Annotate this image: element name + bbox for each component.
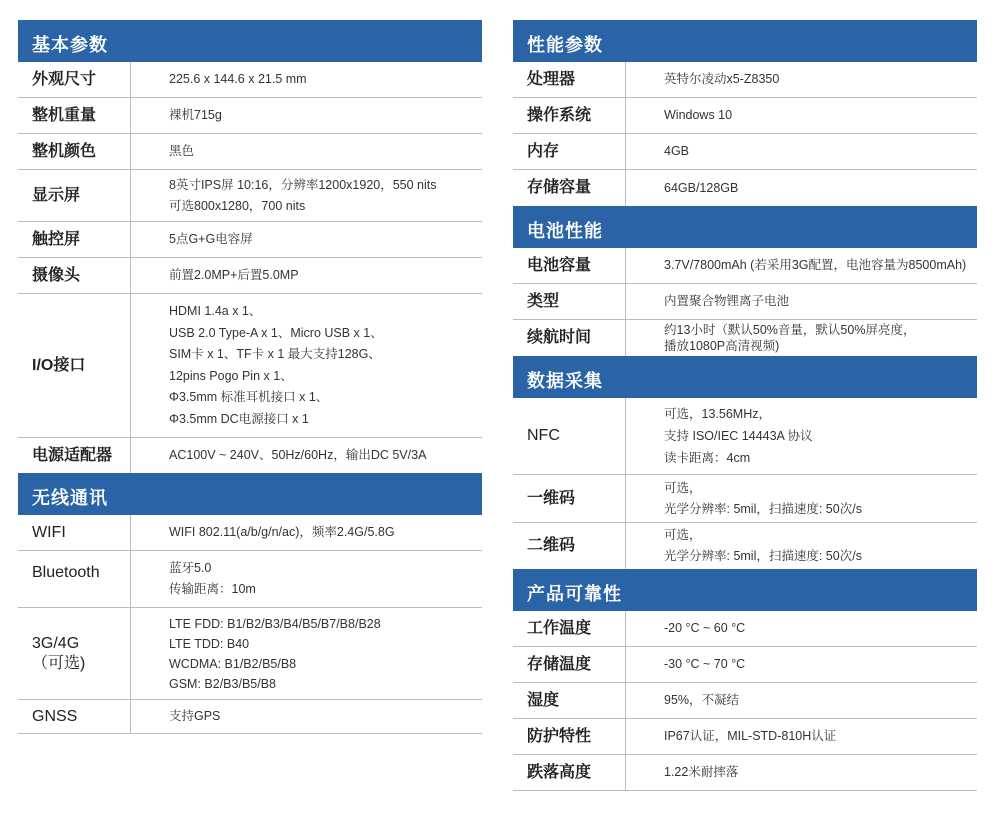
section-header-reliability: 产品可靠性 [513,569,977,611]
row-value: 约13小时（默认50%音量，默认50%屏亮度， 播放1080P高清视频) [664,323,916,353]
table-row [18,258,482,294]
table-row [18,515,482,551]
row-label: GNSS [18,700,131,733]
row-label: 存储容量 [513,170,626,206]
row-label: 内存 [513,134,626,169]
row-label: 二维码 [513,523,626,569]
table-row [18,700,482,734]
section-header-basic: 基本参数 [18,20,482,62]
row-label: Bluetooth [18,551,131,607]
row-label: 电源适配器 [18,438,131,473]
table-row [513,62,977,98]
row-value: 可选，13.56MHz， 支持 ISO/IEC 14443A 协议 读卡距离：4cm [664,407,813,465]
table-row [18,134,482,170]
table-row [513,719,977,755]
row-value: 4GB [664,144,690,158]
row-label: 整机重量 [18,98,131,133]
row-label: 显示屏 [18,170,131,221]
table-row [18,62,482,98]
row-value: 8英寸IPS屏 10:16，分辨率1200x1920，550 nits 可选800x1280，700 nits [169,177,437,213]
row-value: -20 °C ~ 60 °C [664,621,746,635]
row-value: LTE FDD: B1/B2/B3/B4/B5/B7/B8/B28 LTE TDD: B40 WCDMA: B1/B2/B5/B8 GSM: B2/B3/B5/B8 [169,616,381,691]
row-value: 支持GPS [169,709,221,723]
row-value: 3.7V/7800mAh (若采用3G配置，电池容量为8500mAh) [664,258,967,272]
row-label: NFC [513,398,626,474]
row-value: Windows 10 [664,108,733,122]
table-row [513,475,977,523]
row-label: 存储温度 [513,647,626,682]
row-value: 1.22米耐摔落 [664,765,739,779]
table-row [513,647,977,683]
row-value: -30 °C ~ 70 °C [664,657,746,671]
section-header-wireless: 无线通讯 [18,473,482,515]
row-value: 64GB/128GB [664,180,739,195]
row-value: 95%，不凝结 [664,693,740,707]
table-row [18,294,482,438]
row-label: 一维码 [513,475,626,522]
row-label: 防护特性 [513,719,626,754]
row-value: IP67认证，MIL-STD-810H认证 [664,729,837,743]
row-label-line: （可选) [32,654,86,672]
row-value: 可选， 光学分辨率: 5mil，扫描速度: 50次/s [664,528,862,563]
table-row [513,683,977,719]
row-label: 操作系统 [513,98,626,133]
row-value: 内置聚合物锂离子电池 [664,294,790,308]
row-value: 英特尔凌动x5-Z8350 [664,72,780,86]
row-value: AC100V ~ 240V、50Hz/60Hz，输出DC 5V/3A [169,448,427,462]
left-column [18,20,482,734]
row-label: 摄像头 [18,258,131,293]
row-label: 电池容量 [513,248,626,283]
table-row [18,170,482,222]
table-row [513,170,977,206]
row-label [18,608,131,699]
table-row [513,755,977,791]
section-header-battery: 电池性能 [513,206,977,248]
table-row [513,248,977,284]
table-row [513,320,977,356]
row-label: 续航时间 [513,320,626,356]
row-label: 外观尺寸 [18,62,131,97]
row-label: 类型 [513,284,626,319]
table-row [18,438,482,473]
row-value: 可选， 光学分辨率: 5mil，扫描速度: 50次/s [664,480,862,516]
table-row [18,608,482,700]
table-row [513,611,977,647]
row-label: WIFI [18,515,131,550]
table-row [513,398,977,475]
row-label: I/O接口 [18,294,131,437]
table-row [18,222,482,258]
right-column [513,20,977,791]
section-header-data: 数据采集 [513,356,977,398]
row-label: 跌落高度 [513,755,626,790]
section-header-performance: 性能参数 [513,20,977,62]
row-value: 黑色 [169,144,195,158]
row-label: 整机颜色 [18,134,131,169]
table-row [18,98,482,134]
table-row [513,98,977,134]
row-value: WIFI 802.11(a/b/g/n/ac)，频率2.4G/5.8G [169,525,395,539]
table-row [513,523,977,569]
row-value: 5点G+G电容屏 [169,232,253,246]
table-row [513,284,977,320]
row-value: 前置2.0MP+后置5.0MP [169,268,299,282]
table-row [18,551,482,608]
row-value: 蓝牙5.0 传输距离：10m [169,561,256,596]
row-label: 触控屏 [18,222,131,257]
row-label: 工作温度 [513,611,626,646]
row-value: 225.6 x 144.6 x 21.5 mm [169,72,307,86]
row-value: 裸机715g [169,108,222,122]
row-value: HDMI 1.4a x 1、 USB 2.0 Type-A x 1、Micro USB x 1、 SIM卡 x 1、TF卡 x 1 最大支持128G、 12pins Pogo Pin x 1、 Φ3.5mm 标准耳机接口 x 1、 Φ3.5mm DC电源接口 x 1 [169,304,383,426]
row-label: 湿度 [513,683,626,718]
table-row [513,134,977,170]
row-label-line: 3G/4G [32,635,80,653]
row-label: 处理器 [513,62,626,97]
